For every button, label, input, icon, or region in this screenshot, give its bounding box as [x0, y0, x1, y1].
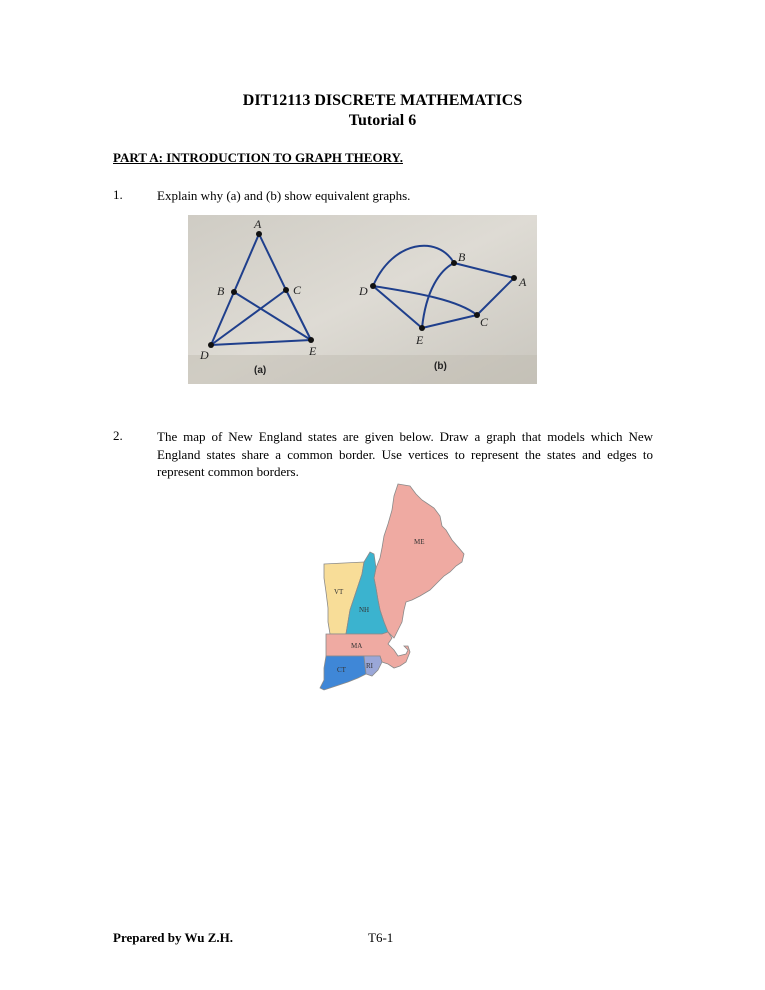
state-label-nh: NH — [359, 606, 370, 614]
course-title: DIT12113 DISCRETE MATHEMATICS — [242, 92, 523, 109]
graph-a-vertex-c — [283, 287, 289, 293]
graph-a-vertex-e — [308, 337, 314, 343]
graph-a-caption: (a) — [254, 365, 267, 376]
photo-shadow — [188, 355, 537, 384]
footer-page-code: T6-1 — [368, 930, 394, 945]
graph-a-label-d: D — [200, 348, 209, 362]
graph-b-label-b: B — [458, 250, 466, 264]
graph-b-label-a: A — [519, 275, 527, 289]
footer-author: Prepared by Wu Z.H. — [113, 930, 234, 945]
question-1-text: Explain why (a) and (b) show equivalent graphs. — [157, 188, 411, 203]
graph-a-vertex-a — [256, 231, 262, 237]
question-1-number: 1. — [113, 187, 123, 202]
graph-a-label-c: C — [293, 283, 302, 297]
tutorial-title: Tutorial 6 — [348, 112, 417, 129]
graph-a-label-e: E — [309, 344, 317, 358]
state-label-me: ME — [414, 538, 425, 546]
section-heading: PART A: INTRODUCTION TO GRAPH THEORY. — [113, 150, 403, 165]
graph-a-label-a: A — [254, 217, 262, 231]
equivalent-graphs-figure — [188, 215, 537, 384]
state-maine — [374, 484, 464, 638]
question-2-text: The map of New England states are given below. Draw a graph that models which New England states share a common border. Use vertices to represent the states and edges to represent common borders. — [157, 429, 653, 479]
graph-b-vertex-d — [370, 283, 376, 289]
graph-a-vertex-d — [208, 342, 214, 348]
graph-a-label-b: B — [217, 284, 225, 298]
graph-b-label-e: E — [416, 333, 424, 347]
state-label-vt: VT — [334, 588, 344, 596]
graph-b-label-d: D — [359, 284, 368, 298]
graph-b-vertex-b — [451, 260, 457, 266]
graph-b-vertex-a — [511, 275, 517, 281]
graph-b-label-c: C — [480, 315, 489, 329]
graph-a-vertex-b — [231, 289, 237, 295]
state-label-ct: CT — [337, 666, 346, 674]
question-2-number: 2. — [113, 428, 123, 443]
graph-b-caption: (b) — [434, 361, 447, 372]
state-label-ma: MA — [351, 642, 363, 650]
state-label-ri: RI — [366, 662, 373, 670]
graph-b-vertex-e — [419, 325, 425, 331]
new-england-map — [318, 482, 468, 692]
